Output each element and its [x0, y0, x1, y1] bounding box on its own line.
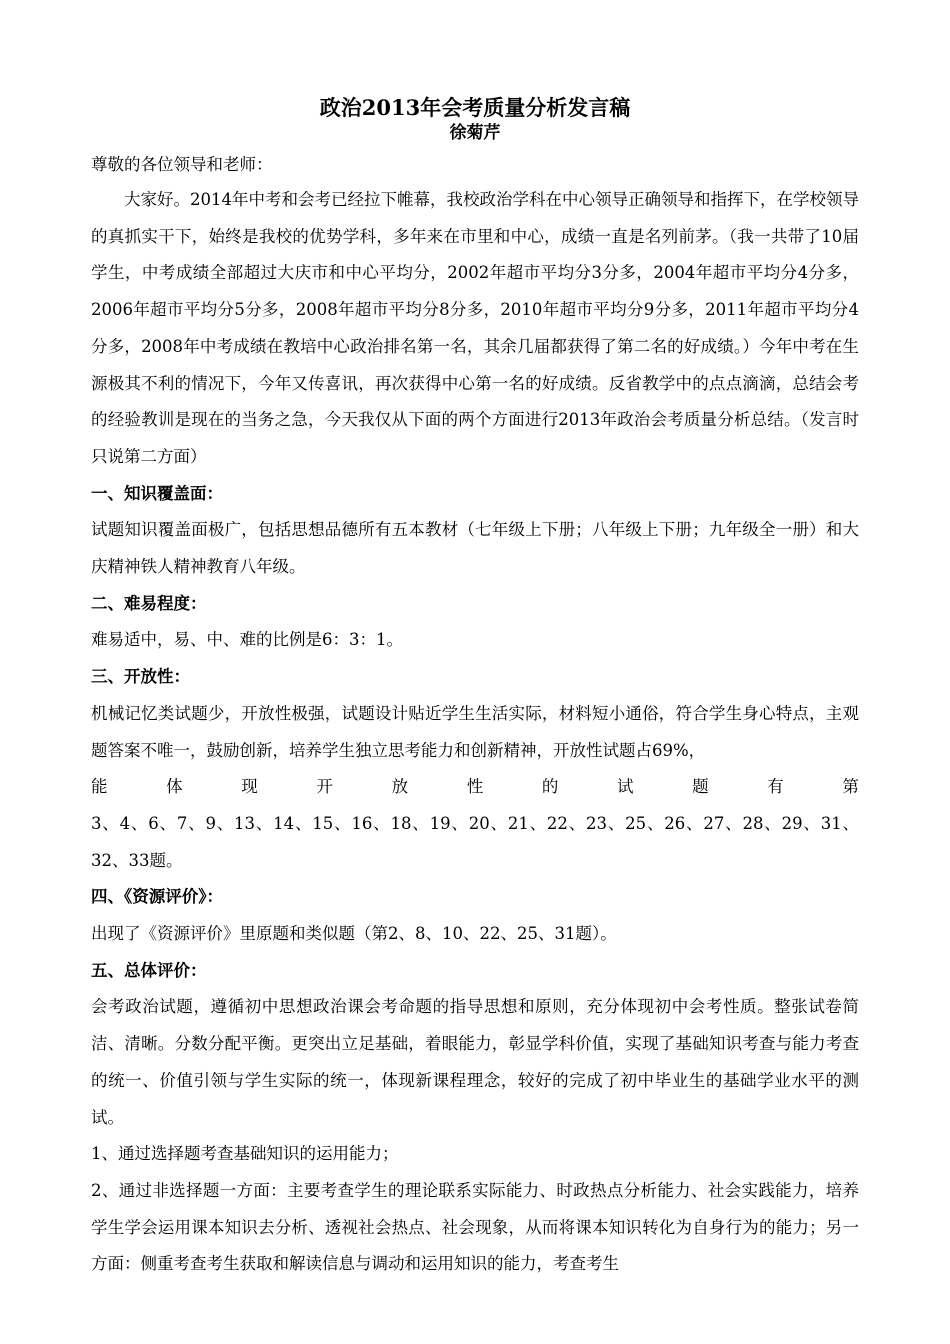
openness-item-list: 3、4、6、7、9、13、14、15、16、18、19、20、21、22、23、25、26、27、28、29、31、32、33题。 — [91, 813, 859, 870]
openness-spread-line — [91, 769, 859, 806]
spread-char: 的 — [541, 777, 559, 797]
section-heading-overall-evaluation: 五、总体评价： — [91, 960, 207, 980]
section-heading-difficulty: 二、难易程度： — [91, 593, 207, 613]
spread-char: 放 — [391, 777, 409, 797]
section-body-openness: 机械记忆类试题少，开放性极强，试题设计贴近学生生活实际，材料短小通俗，符合学生身心特点，主观题答案不唯一，鼓励创新，培养学生独立思考能力和创新精神，开放性试题占69%， — [91, 703, 859, 760]
section-heading-coverage: 一、知识覆盖面： — [91, 483, 223, 503]
spread-char: 体 — [166, 777, 183, 797]
section-body-difficulty: 难易适中，易、中、难的比例是6：3：1。 — [91, 630, 403, 650]
section-body-resource-evaluation: 出现了《资源评价》里原题和类似题（第2、8、10、22、25、31题）。 — [91, 924, 617, 944]
document-page — [91, 94, 859, 1283]
spread-char: 题 — [692, 777, 709, 797]
spread-char: 有 — [767, 777, 784, 797]
section-heading-resource-evaluation: 四、《资源评价》： — [91, 887, 223, 907]
spread-char: 开 — [316, 777, 333, 797]
document-author: 徐菊芹 — [449, 123, 501, 143]
section-body-coverage: 试题知识覆盖面极广，包括思想品德所有五本教材（七年级上下册；八年级上下册；九年级全一册）和大庆精神铁人精神教育八年级。 — [91, 520, 859, 577]
section-body-overall-evaluation: 会考政治试题，遵循初中思想政治课会考命题的指导思想和原则，充分体现初中会考性质。整张试卷简洁、清晰。分数分配平衡。更突出立足基础，着眼能力，彰显学科价值，实现了基础知识考查与能力考查的统一、价值引领与学生实际的统一，体现新课程理念，较好的完成了初中毕业生的基础学业水平的测试。 — [91, 997, 859, 1127]
intro-paragraph: 大家好。2014年中考和会考已经拉下帷幕，我校政治学科在中心领导正确领导和指挥下，在学校领导的真抓实干下，始终是我校的优势学科，多年来在市里和中心，成绩一直是名列前茅。（我一共带了10届学生，中考成绩全部超过大庆市和中心平均分，2002年超市平均分3分多，2004年超市平均分4分多，2006年超市平均分5分多，2008年超市平均分8分多，2010年超市平均分9分多，2011年超市平均分4分多，2008年中考成绩在教培中心政治排名第一名，其余几届都获得了第二名的好成绩。）今年中考在生源极其不利的情况下，今年又传喜讯，再次获得中心第一名的好成绩。反省教学中的点点滴滴，总结会考的经验教训是现在的当务之急，今天我仅从下面的两个方面进行2013年政治会考质量分析总结。（发言时只说第二方面） — [91, 190, 859, 466]
point-two: 2、通过非选择题一方面：主要考查学生的理论联系实际能力、时政热点分析能力、社会实践能力，培养学生学会运用课本知识去分析、透视社会热点、社会现象，从而将课本知识转化为自身行为的能力；另一方面：侧重考查考生获取和解读信息与调动和运用知识的能力，考查考生 — [91, 1180, 859, 1274]
spread-char: 试 — [616, 777, 634, 797]
point-one: 1、通过选择题考查基础知识的运用能力； — [91, 1144, 399, 1164]
spread-char: 性 — [466, 777, 484, 797]
spread-char: 现 — [241, 777, 258, 797]
spread-char: 能 — [91, 777, 108, 797]
section-heading-openness: 三、开放性： — [91, 667, 190, 687]
salutation: 尊敬的各位领导和老师： — [91, 155, 273, 174]
document-title: 政治2013年会考质量分析发言稿 — [319, 95, 631, 120]
spread-char: 第 — [842, 777, 859, 797]
